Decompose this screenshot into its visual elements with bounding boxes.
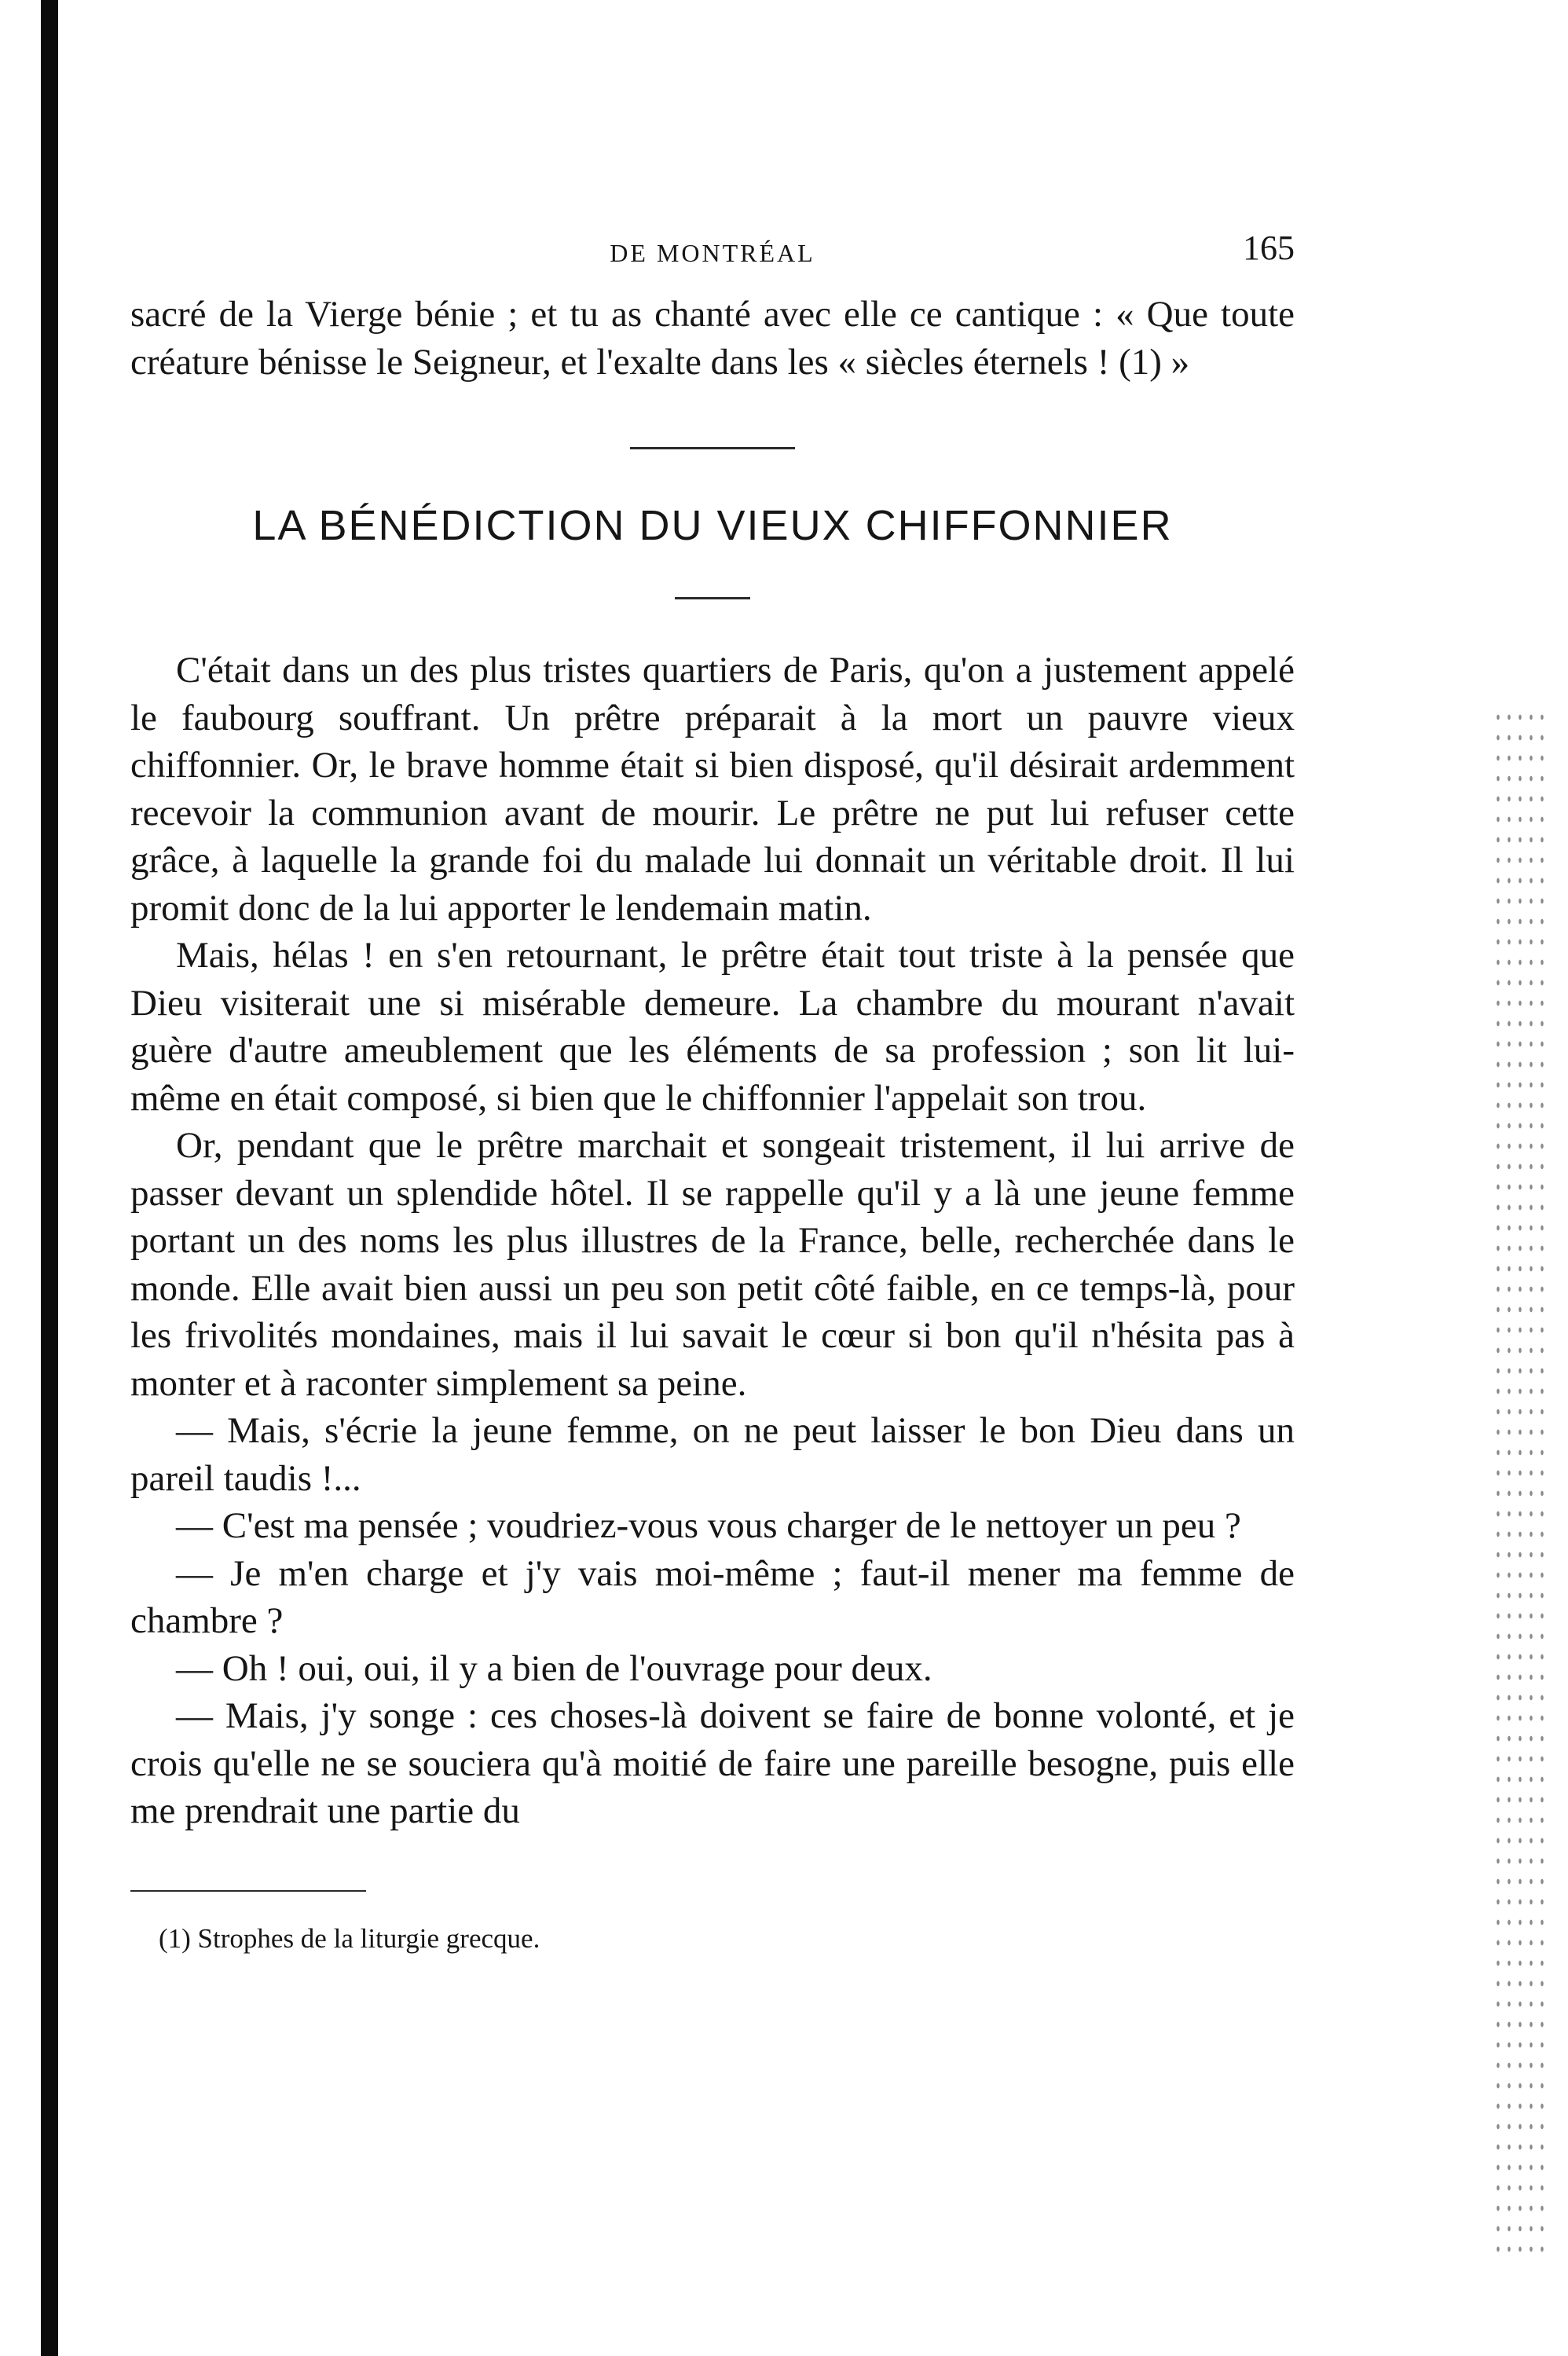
paragraph-continuation: sacré de la Vierge bénie ; et tu as chanté avec elle ce cantique : « Que toute créature bénisse le Seigneur, et l'exalte dans les « siècles éternels ! (1) » (130, 294, 1295, 383)
binding-edge (41, 0, 58, 2356)
paragraph: Or, pendant que le prêtre marchait et songeait tristement, il lui arrive de passer devant un splendide hôtel. Il se rappelle qu'il y a là une jeune femme portant un des noms les plus illustres de la France, belle, recherchée dans le monde. Elle avait bien aussi un peu son petit côté faible, en ce temps-là, pour les frivolités mondaines, mais il lui savait le cœur si bon qu'il n'hésita pas à monter et à raconter simplement sa peine. (130, 1125, 1295, 1404)
section-body (130, 647, 1295, 1835)
section-divider-top (630, 447, 795, 449)
dialogue-line: — Mais, j'y songe : ces choses-là doivent se faire de bonne volonté, et je crois qu'elle ne se souciera qu'à moitié de faire une pareille besogne, puis elle me prendrait une partie du (130, 1695, 1295, 1831)
dialogue-line: — Oh ! oui, oui, il y a bien de l'ouvrage pour deux. (176, 1647, 932, 1689)
footnote: (1) Strophes de la liturgie grecque. (159, 1922, 540, 1954)
edge-specks (1493, 707, 1548, 2263)
dialogue-line: — Je m'en charge et j'y vais moi-même ; faut-il mener ma femme de chambre ? (130, 1552, 1295, 1641)
paragraph: C'était dans un des plus tristes quartiers de Paris, qu'on a justement appelé le faubourg souffrant. Un prêtre préparait à la mort un pauvre vieux chiffonnier. Or, le brave homme était si bien disposé, qu'il désirait ardemment recevoir la communion avant de mourir. Le prêtre ne put lui refuser cette grâce, à laquelle la grande foi du malade lui donnait un véritable droit. Il lui promit donc de la lui apporter le lendemain matin. (130, 650, 1295, 929)
page-number: 165 (1243, 229, 1295, 267)
dialogue-line: — Mais, s'écrie la jeune femme, on ne peut laisser le bon Dieu dans un pareil taudis !... (130, 1410, 1295, 1499)
body-text (130, 291, 1295, 386)
paragraph: Mais, hélas ! en s'en retournant, le prêtre était tout triste à la pensée que Dieu visiterait une si misérable demeure. La chambre du mourant n'avait guère d'autre ameublement que les éléments de sa profession ; son lit lui-même en était composé, si bien que le chiffonnier l'appelait son trou. (130, 935, 1295, 1119)
running-head (130, 228, 1295, 291)
section-divider-bottom (675, 597, 750, 599)
footnote-rule (130, 1890, 366, 1892)
book-page (130, 228, 1295, 1955)
section-title: LA BÉNÉDICTION DU VIEUX CHIFFONNIER (252, 502, 1173, 549)
running-title: DE MONTRÉAL (610, 239, 815, 267)
dialogue-line: — C'est ma pensée ; voudriez-vous vous charger de le nettoyer un peu ? (176, 1505, 1241, 1546)
